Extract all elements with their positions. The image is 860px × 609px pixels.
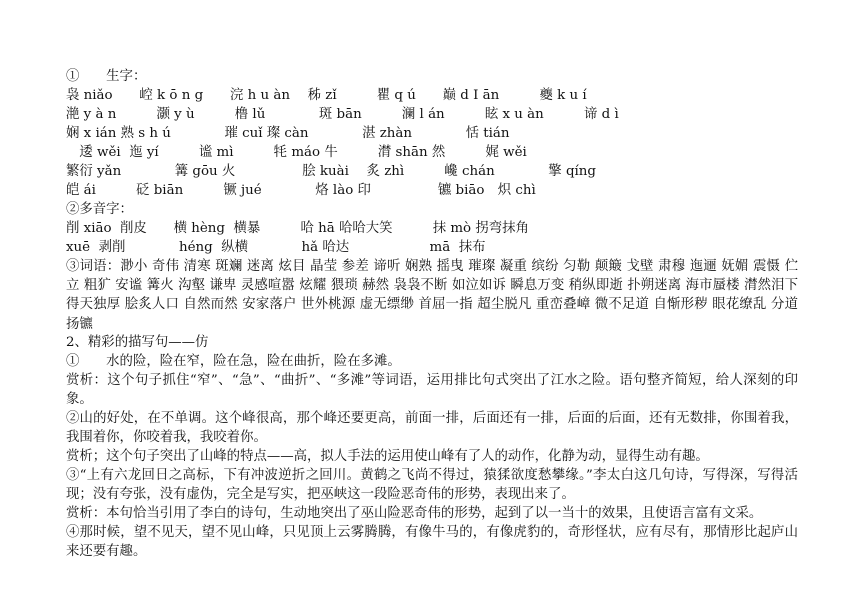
analysis-1: 赏析：这个句子抓住“窄”、“急”、“曲折”、“多滩”等词语，运用排比句式突出了江水之险。语句整齐简短，给人深刻的印象。 (66, 373, 798, 408)
polyphone-row: xuē 剥削 héng 纵横 hǎ 哈达 mā 抹布 (66, 240, 486, 255)
analysis-2: 赏析；这个句子突出了山峰的特点——高，拟人手法的运用使山峰有了人的动作，化静为动，显得生动有趣。 (66, 449, 709, 464)
sentence-4: ④那时候，望不见天，望不见山峰，只见顶上云雾腾腾，有像牛马的，有像虎豹的，奇形怪状，应有尽有，那情形比起庐山来还要有趣。 (66, 525, 798, 560)
char-row: 繁衍 yǎn 篝 gōu 火 脍 kuài 炙 zhì 巉 chán 擎 qíng (66, 164, 596, 179)
sentence-2: ②山的好处，在不单调。这个峰很高，那个峰还要更高，前面一排，后面还有一排，后面的后面，还有无数排，你围着我，我围着你，你咬着我，我咬着你。 (66, 411, 798, 446)
char-row: 滟 y à n 灏 y ù 橹 lǔ 斑 bān 澜 l án 眩 x u àn 谛 d ì (66, 107, 619, 122)
char-row: 娴 x ián 熟 s h ú 璀 cuǐ 璨 càn 湛 zhàn 恬 tián (66, 126, 510, 141)
char-row: 皑 ái 砭 biān 镢 jué 烙 lào 印 镳 biāo 炽 chì (66, 183, 536, 198)
char-row: 逶 wěi 迤 yí 谧 mì 牦 máo 牛 潸 shān 然 娓 wěi (66, 145, 527, 160)
section1-heading: ① 生字： (66, 69, 147, 84)
section2-heading: 2、精彩的描写句——仿 (66, 335, 209, 350)
char-row: 袅 niǎo 崆 k ō n g 浣 h u àn 秭 zǐ 瞿 q ú 巅 d I ān 夔 k u í (66, 88, 587, 103)
sentence-1: ① 水的险，险在窄，险在急，险在曲折，险在多滩。 (66, 354, 401, 369)
polyphone-heading: ②多音字： (66, 202, 133, 217)
polyphone-row: 削 xiāo 削皮 横 hèng 横暴 哈 hā 哈哈大笑 抹 mò 拐弯抹角 (66, 221, 529, 236)
sentence-3: ③“上有六龙回日之高标，下有冲波逆折之回川。黄鹤之飞尚不得过，猿猱欲度愁攀缘。”李太白这几句诗，写得深，写得活现；没有夸张，没有虚伪，完全是写实，把巫峡这一段险恶奇伟的形势，表现出来了。 (66, 468, 798, 503)
analysis-3: 赏析：本句恰当引用了李白的诗句，生动地突出了巫山险恶奇伟的形势，起到了以一当十的效果，且使语言富有文采。 (66, 506, 763, 521)
vocab-paragraph: ③词语：渺小 奇伟 清寒 斑斓 迷离 炫目 晶莹 参差 谛听 娴熟 摇曳 璀璨 凝重 缤纷 匀勒 颠簸 戈壁 肃穆 迤逦 妩媚 震慑 伫立 粗犷 安谧 篝火 沟壑 谦卑 灵感喧嚣 炫耀 猥琐 赫然 袅袅不断 如泣如诉 瞬息万变 稍纵即逝 扑朔迷离 海市蜃楼 潸然泪下 得天独厚 脍炙人口 自然而然 安家落户 世外桃源 虚无缥缈 首屈一指 超尘脱凡 重峦叠嶂 微不足道 自惭形秽 眼花缭乱 分道扬镳 (66, 259, 798, 332)
